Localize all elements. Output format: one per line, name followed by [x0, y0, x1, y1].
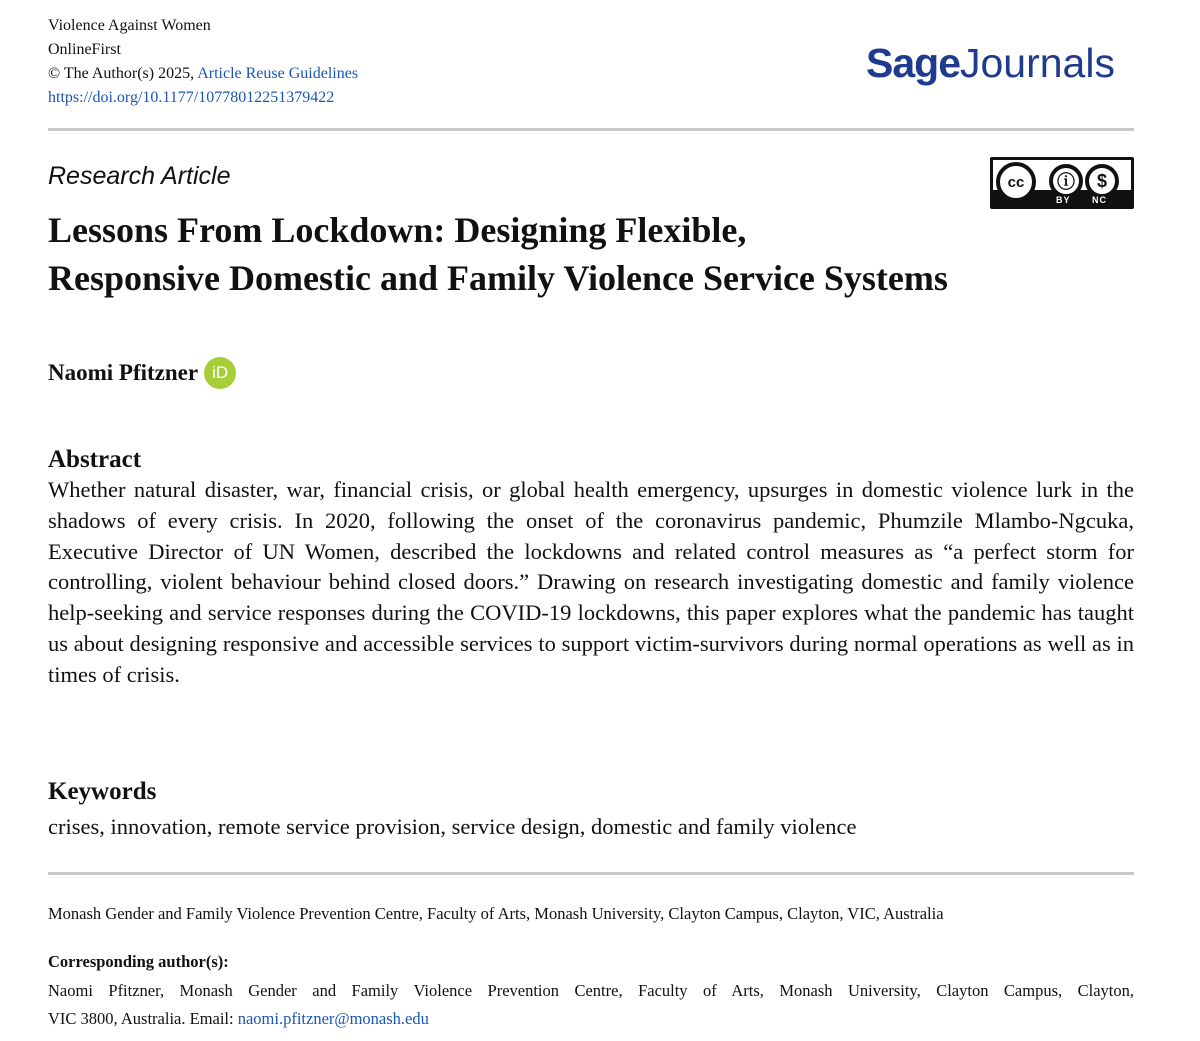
- by-label: BY: [1056, 195, 1071, 205]
- keywords-heading: Keywords: [48, 778, 157, 805]
- reuse-guidelines-link[interactable]: Article Reuse Guidelines: [197, 65, 359, 82]
- corresponding-line-1: Naomi Pfitzner, Monash Gender and Family Violence Prevention Centre, Faculty of Arts, Monash University, Clayton Campus, Clayton,: [48, 981, 1134, 1000]
- journal-meta: [48, 14, 358, 110]
- title-line-2: Responsive Domestic and Family Violence Service Systems: [48, 258, 948, 298]
- abstract-text: Whether natural disaster, war, financial crisis, or global health emergency, upsurges in domestic violence lurk in the shadows of every crisis. In 2020, following the onset of the coronavirus pandemic, Phumzile Mlambo-Ngcuka, Executive Director of UN Women, described the lockdowns and related control measures as “a perfect storm for controlling, violent behaviour behind closed doors.” Drawing on research investigating domestic and family violence help-seeking and service responses during the COVID-19 lockdowns, this paper explores what the pandemic has taught us about designing responsive and accessible services to support victim-survivors during normal operations as well as in times of crisis.: [48, 477, 1134, 687]
- logo-sage: Sage: [866, 40, 960, 86]
- corresponding-line-2: [48, 1005, 1134, 1033]
- creative-commons-by-nc-icon[interactable]: [990, 157, 1134, 209]
- orcid-icon[interactable]: iD: [204, 357, 236, 389]
- logo-journals: Journals: [960, 40, 1115, 86]
- author-line: [48, 357, 236, 389]
- copyright-text: © The Author(s) 2025,: [48, 65, 195, 82]
- journal-name: Violence Against Women: [48, 17, 211, 34]
- header-divider: [48, 128, 1134, 131]
- email-link[interactable]: naomi.pfitzner@monash.edu: [237, 1009, 429, 1028]
- doi-link[interactable]: https://doi.org/10.1177/10778012251379422: [48, 89, 335, 106]
- author-affiliation: Monash Gender and Family Violence Prevention Centre, Faculty of Arts, Monash University, Clayton Campus, Clayton, VIC, Australia: [48, 904, 944, 923]
- cc-icon: cc: [996, 162, 1036, 202]
- attribution-icon: ⓘ: [1049, 164, 1083, 198]
- article-title: [48, 206, 1138, 302]
- journal-status: OnlineFirst: [48, 41, 121, 58]
- corresponding-details: [48, 977, 1134, 1033]
- keywords-text: crises, innovation, remote service provision, service design, domestic and family violence: [48, 814, 857, 839]
- abstract-heading: Abstract: [48, 446, 142, 473]
- nc-label: NC: [1092, 195, 1107, 205]
- copyright-line: [48, 62, 358, 86]
- sage-journals-logo[interactable]: [866, 40, 1115, 87]
- noncommercial-icon: $: [1085, 164, 1119, 198]
- footer-divider: [48, 872, 1134, 875]
- title-line-1: Lessons From Lockdown: Designing Flexible,: [48, 210, 747, 250]
- corresponding-address: VIC 3800, Australia. Email:: [48, 1009, 234, 1028]
- corresponding-heading: Corresponding author(s):: [48, 952, 229, 971]
- author-name[interactable]: Naomi Pfitzner: [48, 360, 199, 385]
- article-type: Research Article: [48, 162, 231, 190]
